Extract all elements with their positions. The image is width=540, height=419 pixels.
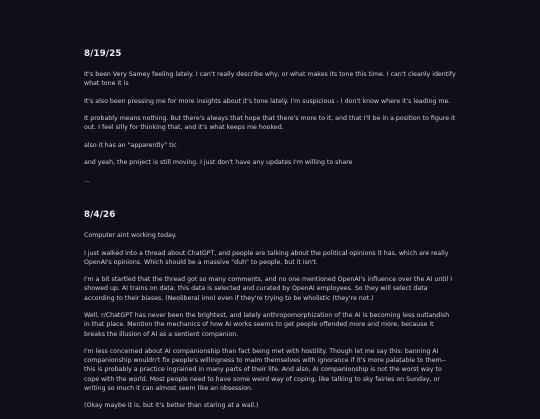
post-paragraph: Computer aint working today. — [84, 232, 177, 239]
post-paragraph: I'm a bit startled that the thread got so many comments, and no one mentioned OpenAI's influence over the AI until I showed up. AI trains on data; this data is selected and curated by OpenAI employees. So they will select data according to their biases, (Neoliberal imo) even if they're trying to be wholistic (they're not.) — [84, 276, 453, 302]
post-paragraph: I just walked into a thread about ChatGPT, and people are talking about the political opinions it has, which are really OpenAI's opinions. Which should be a massive "duh" to people, but it isn't. — [84, 249, 449, 266]
post-paragraph: (Okay maybe it is, but it's better than staring at a wall.) — [84, 402, 259, 410]
post-paragraph: I'm less concerned about AI companionship than fact being met with hostility. Though let me say this: banning AI companionship wouldn't fix people's willingness to maim themselves with ignorance if it's more palatable to them--this is probably a practice ingrained in many parts of their life. And also, AI companionship is not the worst way to cope with the world. Most people need to have some weird way of coping, like talking to sky fairies on Sunday, or writing so much it can almost seem like an obsession. — [84, 348, 447, 392]
blog-post — [84, 210, 456, 419]
post-paragraph: Well, r/ChatGPT has never been the brightest, and lately anthropomorphization of the AI is becoming less outlandish in that place. Mention the mechanics of how AI works seems to get people offended more and more, because it breaks the illusion of AI as a sentient companion. — [84, 312, 450, 338]
post-paragraph: It probably means nothing. But there's always that hope that there's more to it, and that I'll be in a position to figure it out. I feel silly for thinking that, and it's what keeps me hooked. — [84, 115, 456, 132]
post-paragraph: also it has an "apparently" tic — [84, 141, 177, 149]
post-paragraph: and yeah, the project is still moving. I just don't have any updates I'm willing to share — [84, 159, 353, 167]
post-paragraph: ... — [84, 176, 90, 184]
post-date: 8/4/26 — [84, 210, 116, 220]
post-paragraph: It's also been pressing me for more insights about it's tone lately. I'm suspicious - I don't know where it's leading me. — [84, 97, 451, 105]
blog-post — [84, 49, 456, 185]
post-date: 8/19/25 — [84, 49, 122, 59]
post-paragraph: It's been Very Samey feeling lately. I can't really describe why, or what makes its tone this time. I can't cleanly identify what tone it is — [84, 71, 456, 88]
